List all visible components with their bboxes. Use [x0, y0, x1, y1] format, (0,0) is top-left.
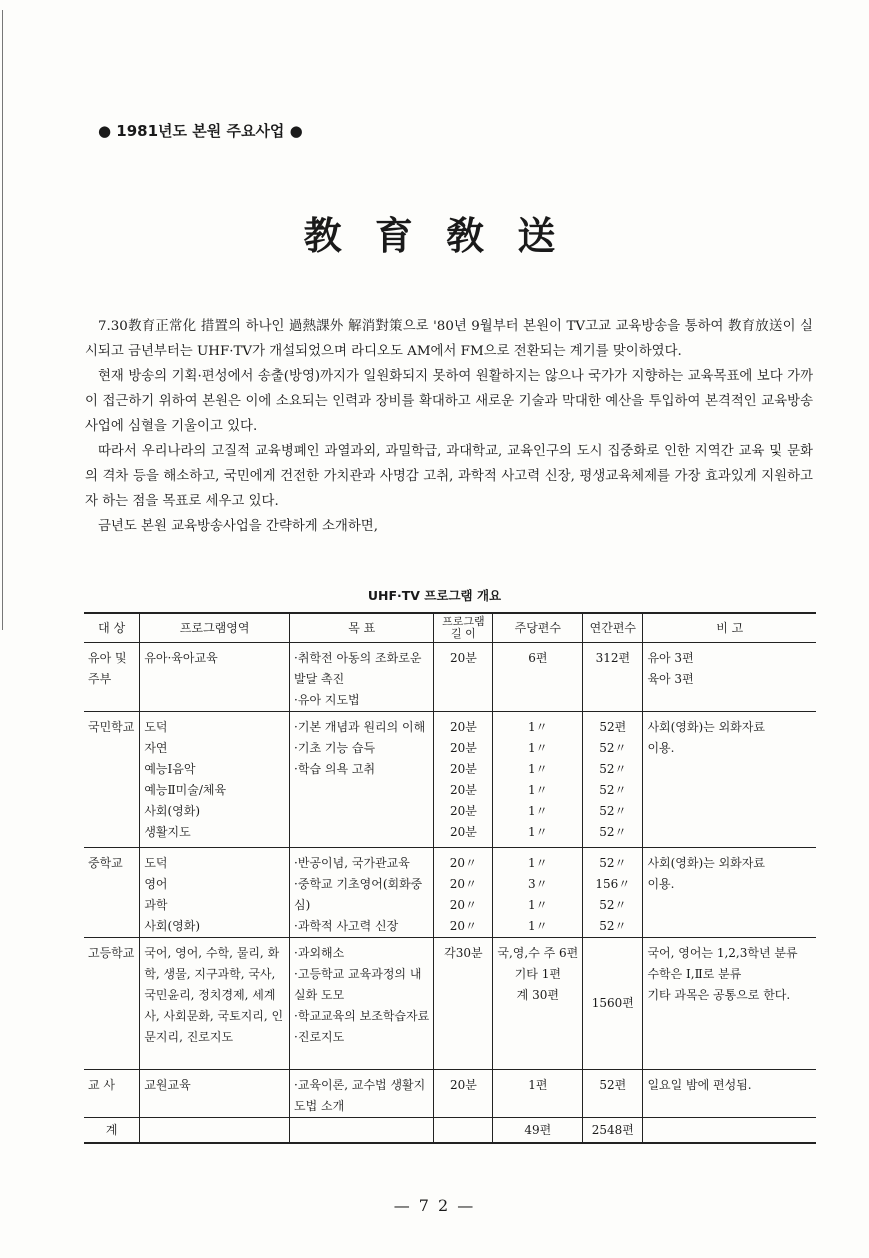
section-header: ● 1981년도 본원 주요사업 ● [98, 122, 303, 140]
cell-weekly [493, 643, 583, 712]
cell-area [140, 938, 290, 1070]
cell-line: ·기초 기능 습득 [294, 741, 376, 755]
cell-line: 기타 과목은 공통으로 한다. [647, 988, 791, 1002]
cell-target [84, 712, 140, 848]
cell-remark [643, 712, 816, 848]
cell-weekly [493, 1070, 583, 1118]
cell-area [140, 1070, 290, 1118]
cell-line: 6편 [528, 651, 548, 665]
cell-line: 52〃 [599, 804, 627, 818]
cell-line: 이용. [647, 877, 675, 891]
column-header: 주당편수 [493, 613, 583, 643]
column-header: 대 상 [84, 613, 140, 643]
cell-line: 20분 [449, 783, 477, 797]
cell-line: 1〃 [528, 762, 548, 776]
cell-line: ·교육이론, 교수법 생활지도법 소개 [294, 1078, 426, 1113]
paragraph: 7.30教育正常化 措置의 하나인 過熱課外 解消對策으로 '80년 9월부터 본원이 TV고교 교육방송을 통하여 教育放送이 실시되고 금년부터는 UHF·TV가 개설되었으며 라디오도 AM에서 FM으로 전환되는 계기를 맞이하였다. [85, 319, 813, 359]
paragraph: 따라서 우리나라의 고질적 교육병폐인 과열과외, 과밀학급, 과대학교, 교육인구의 도시 집중화로 인한 지역간 교육 및 문화의 격차 등을 해소하고, 국민에게 건전한 가치관과 사명감 고취, 과학적 사고력 신장, 평생교육체제를 가장 효과있게 지원하고자 하는 점을 목표로 세우고 있다. [85, 444, 813, 509]
cell-weekly [493, 848, 583, 938]
table-row [84, 848, 816, 938]
cell-text: 중학교 [88, 856, 123, 870]
cell-line: 52편 [599, 1078, 627, 1092]
column-header: 연간편수 [583, 613, 643, 643]
cell-line: 사회(영화) [144, 804, 201, 818]
cell-goal [290, 643, 434, 712]
cell-line: 육아 3편 [647, 672, 694, 686]
cell-line: 도덕 [144, 856, 168, 870]
cell-line: 수학은 Ⅰ,Ⅱ로 분류 [647, 967, 742, 981]
cell-line: ·반공이념, 국가관교육 [294, 856, 410, 870]
cell-line: 20분 [449, 762, 477, 776]
cell-line: ·기본 개념과 원리의 이해 [294, 720, 426, 734]
cell-line: 52〃 [599, 762, 627, 776]
cell-length [434, 712, 493, 848]
table-row [84, 938, 816, 1070]
page-title: 教 育 敎 送 [303, 213, 566, 258]
cell-line: 20〃 [449, 919, 478, 933]
cell-remark [643, 848, 816, 938]
cell-line: 3〃 [528, 877, 548, 891]
cell-annual [583, 848, 643, 938]
cell-line: ·취학전 아동의 조화로운 발달 촉진 [294, 651, 422, 686]
cell-goal [290, 1070, 434, 1118]
cell-annual [583, 712, 643, 848]
cell-line: ·학교교육의 보조학습자료 [294, 1009, 430, 1023]
cell-line: 52편 [599, 720, 627, 734]
cell-line: 자연 [144, 741, 168, 755]
cell-remark [643, 938, 816, 1070]
cell-line: 1〃 [528, 825, 548, 839]
total-label: 계 [84, 1118, 140, 1144]
cell-line: 계 30편 [516, 988, 559, 1002]
cell-weekly [493, 712, 583, 848]
cell-length [434, 1070, 493, 1118]
cell-line: 1〃 [528, 919, 548, 933]
cell-remark [643, 643, 816, 712]
cell-target [84, 643, 140, 712]
cell-line: 1편 [528, 1078, 548, 1092]
paragraph: 금년도 본원 교육방송사업을 간략하게 소개하면, [98, 519, 378, 534]
cell-area [140, 848, 290, 938]
cell-remark [643, 1070, 816, 1118]
cell-line: 1〃 [528, 741, 548, 755]
cell-line: 52〃 [599, 783, 627, 797]
cell-line: 20〃 [449, 898, 478, 912]
cell-line: 국어, 영어는 1,2,3학년 분류 [647, 946, 798, 960]
column-header: 목 표 [290, 613, 434, 643]
cell-line: 52〃 [599, 856, 627, 870]
cell-line: 312편 [595, 651, 631, 665]
cell-line: 52〃 [599, 919, 627, 933]
body-text [85, 314, 813, 539]
cell-area [140, 643, 290, 712]
cell-line: 사회(영화)는 외화자료 [647, 720, 765, 734]
cell-line: 20분 [449, 825, 477, 839]
table-row [84, 643, 816, 712]
cell-text: 유아 및 주부 [88, 651, 127, 686]
cell-target [84, 1070, 140, 1118]
program-table [84, 612, 816, 1144]
total-annual: 2548편 [583, 1118, 643, 1144]
cell-line: ·과학적 사고력 신장 [294, 919, 399, 933]
cell-line: 사회(영화) [144, 919, 201, 933]
cell-target [84, 938, 140, 1070]
cell-line: 국어, 영어, 수학, 물리, 화학, 생물, 지구과학, 국사, 국민윤리, 정치경제, 세계사, 사회문화, 국토지리, 인문지리, 진로지도 [144, 946, 284, 1044]
cell-line: 1〃 [528, 804, 548, 818]
cell-line: 20분 [449, 651, 477, 665]
column-header: 프로그램 길 이 [434, 613, 493, 643]
cell-line: ·유아 지도법 [294, 693, 360, 707]
cell-line: ·중학교 기초영어(회화중심) [294, 877, 423, 912]
cell-weekly [493, 938, 583, 1070]
cell-line: 20분 [449, 720, 477, 734]
cell-line: 기타 1편 [514, 967, 561, 981]
table-row [84, 712, 816, 848]
cell-line: 20분 [449, 1078, 477, 1092]
cell-line: ·과외해소 [294, 946, 345, 960]
cell-goal [290, 848, 434, 938]
cell-line: 20분 [449, 804, 477, 818]
cell-line: 국,영,수 주 6편 [497, 946, 579, 960]
cell-line: 예능Ⅱ미술/체육 [144, 783, 227, 797]
cell-line: 일요일 밤에 편성됨. [647, 1078, 752, 1092]
cell-line: ·고등학교 교육과정의 내실화 도모 [294, 967, 422, 1002]
cell-annual [583, 1070, 643, 1118]
table-header-row [84, 613, 816, 643]
cell-line: 도덕 [144, 720, 168, 734]
cell-line: 1〃 [528, 856, 548, 870]
cell-text: 교 사 [88, 1078, 115, 1092]
cell-target [84, 848, 140, 938]
cell-line: 156〃 [595, 877, 631, 891]
cell-goal [290, 938, 434, 1070]
cell-line: 1〃 [528, 720, 548, 734]
page-number: — 7 2 — [393, 1196, 476, 1215]
cell-text: 고등학교 [88, 946, 135, 960]
cell-length [434, 848, 493, 938]
cell-annual [583, 938, 643, 1070]
cell-length [434, 938, 493, 1070]
table-row [84, 1070, 816, 1118]
cell-line: 유아·육아교육 [144, 651, 218, 665]
cell-line: 생활지도 [144, 825, 191, 839]
cell-line: 52〃 [599, 898, 627, 912]
cell-line: 52〃 [599, 825, 627, 839]
cell-area [140, 712, 290, 848]
cell-line: 사회(영화)는 외화자료 [647, 856, 765, 870]
cell-line: 과학 [144, 898, 168, 912]
total-row [84, 1118, 816, 1144]
table-body [84, 643, 816, 1144]
table-caption: UHF·TV 프로그램 개요 [367, 588, 502, 603]
cell-line: ·진로지도 [294, 1030, 345, 1044]
scan-edge-line [2, 10, 3, 630]
column-header: 프로그램영역 [140, 613, 290, 643]
total-weekly: 49편 [493, 1118, 583, 1144]
cell-line: 이용. [647, 741, 675, 755]
cell-length [434, 643, 493, 712]
paragraph: 현재 방송의 기획·편성에서 송출(방영)까지가 일원화되지 못하여 원활하지는 않으나 국가가 지향하는 교육목표에 보다 가까이 접근하기 위하여 본원은 이에 소요되는 인력과 장비를 확대하고 새로운 기술과 막대한 예산을 투입하여 본격적인 교육방송사업에 심혈을 기울이고 있다. [85, 369, 813, 434]
cell-line: 각30분 [444, 946, 483, 960]
cell-line: 예능Ⅰ음악 [144, 762, 196, 776]
column-header: 비 고 [643, 613, 816, 643]
cell-line: 1560편 [591, 996, 634, 1010]
cell-line: 교원교육 [144, 1078, 191, 1092]
cell-line: ·학습 의욕 고취 [294, 762, 376, 776]
cell-line: 20〃 [449, 856, 478, 870]
cell-line: 1〃 [528, 783, 548, 797]
cell-line: 유아 3편 [647, 651, 694, 665]
cell-line: 영어 [144, 877, 168, 891]
cell-goal [290, 712, 434, 848]
cell-line: 20〃 [449, 877, 478, 891]
cell-line: 1〃 [528, 898, 548, 912]
cell-text: 국민학교 [88, 720, 135, 734]
cell-annual [583, 643, 643, 712]
cell-line: 52〃 [599, 741, 627, 755]
cell-line: 20분 [449, 741, 477, 755]
